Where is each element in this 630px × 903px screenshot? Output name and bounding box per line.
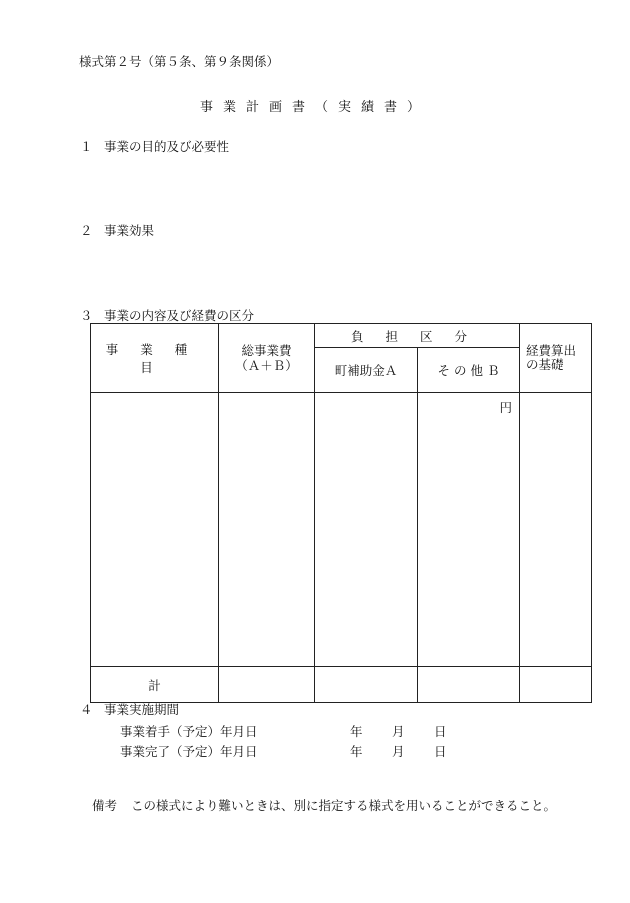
section-label: 事業の目的及び必要性 <box>104 139 230 154</box>
day-label: 日 <box>434 724 447 739</box>
header-basis-line1: 経費算出 <box>526 343 577 358</box>
document-title: 事業計画書（実績書） <box>199 100 430 115</box>
section-label: 事業の内容及び経費の区分 <box>104 308 255 323</box>
header-total-sub: （Ａ＋Ｂ） <box>235 358 298 373</box>
header-item: 事業種目 <box>91 324 219 393</box>
header-total-label: 総事業費 <box>241 343 292 358</box>
day-label: 日 <box>434 744 447 759</box>
form-number: 様式第２号（第５条、第９条関係） <box>79 54 280 69</box>
section-period <box>80 700 179 718</box>
period-end-label: 事業完了（予定）年月日 <box>120 744 258 759</box>
header-basis <box>520 324 592 393</box>
cell-total[interactable] <box>219 393 315 667</box>
budget-table <box>90 323 592 703</box>
cell-other[interactable] <box>418 393 520 667</box>
month-label: 月 <box>392 744 405 759</box>
remarks <box>92 796 556 814</box>
cell-town-subsidy[interactable] <box>315 393 418 667</box>
total-label: 計 <box>91 667 219 703</box>
header-town-subsidy: 町補助金Ａ <box>315 348 418 393</box>
header-total <box>219 324 315 393</box>
total-cell-other[interactable] <box>418 667 520 703</box>
table-body-row <box>91 393 592 667</box>
remarks-text: この様式により難いときは、別に指定する様式を用いることができること。 <box>131 798 557 813</box>
cell-basis[interactable] <box>520 393 592 667</box>
period-end-date[interactable] <box>350 744 476 759</box>
period-end-row <box>120 742 476 760</box>
yen-unit: 円 <box>499 400 513 415</box>
period-start-date[interactable] <box>350 724 476 739</box>
header-basis-line2: の基礎 <box>526 357 564 372</box>
section-effect <box>80 221 154 239</box>
cell-item[interactable] <box>91 393 219 667</box>
total-cell-basis[interactable] <box>520 667 592 703</box>
section-number: ４ <box>80 702 93 717</box>
section-purpose <box>80 137 229 155</box>
period-start-row <box>120 722 476 740</box>
section-label: 事業効果 <box>104 223 155 238</box>
total-cell-town[interactable] <box>315 667 418 703</box>
section-number: ３ <box>80 308 93 323</box>
section-number: １ <box>80 139 93 154</box>
remarks-label: 備考 <box>92 798 118 813</box>
header-burden: 負担区分 <box>315 324 520 348</box>
year-label: 年 <box>350 724 363 739</box>
month-label: 月 <box>392 724 405 739</box>
period-start-label: 事業着手（予定）年月日 <box>120 724 258 739</box>
section-label: 事業実施期間 <box>104 702 180 717</box>
table-total-row <box>91 667 592 703</box>
year-label: 年 <box>350 744 363 759</box>
total-cell-total[interactable] <box>219 667 315 703</box>
section-number: ２ <box>80 223 93 238</box>
section-content-costs <box>80 306 254 324</box>
header-other: そ の 他 Ｂ <box>418 348 520 393</box>
